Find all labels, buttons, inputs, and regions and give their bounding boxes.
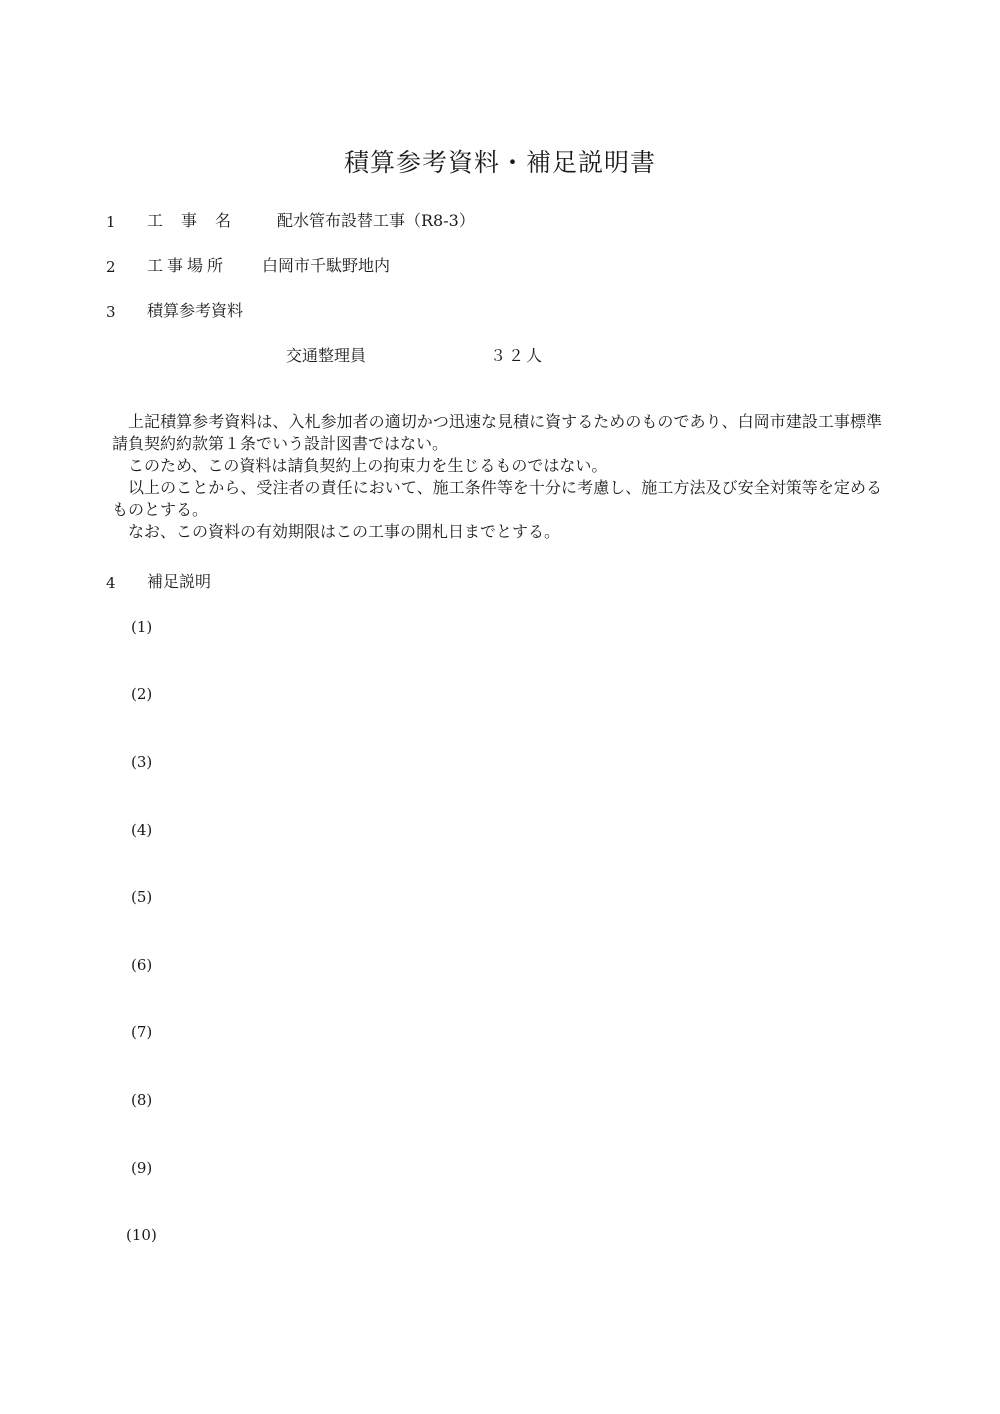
item-3-label: 積算参考資料 [147, 301, 244, 320]
item-3-number: 3 [106, 303, 116, 321]
document-title: 積算参考資料・補足説明書 [343, 148, 656, 177]
item-2-label: 工事場所 [147, 256, 228, 275]
section-4-label: 補足説明 [147, 572, 212, 591]
supplement-item-5: (5) [131, 888, 153, 906]
disclaimer-paragraph-1: 上記積算参考資料は、入札参加者の適切かつ迅速な見積に資するためのものであり、白岡市建設工事標準請負契約約款第１条でいう設計図書ではない。 [112, 412, 882, 453]
disclaimer-paragraph-2: このため、この資料は請負契約上の拘束力を生じるものではない。 [128, 456, 608, 475]
section-4-number: 4 [106, 574, 116, 592]
disclaimer-paragraph-3: 以上のことから、受注者の責任において、施工条件等を十分に考慮し、施工方法及び安全対策等を定めるものとする。 [112, 478, 882, 519]
supplement-item-9: (9) [131, 1159, 153, 1177]
supplement-item-1: (1) [131, 618, 153, 636]
reference-item-quantity: ３２人 [490, 346, 545, 365]
disclaimer-text [112, 411, 882, 543]
reference-item-name: 交通整理員 [286, 346, 367, 365]
item-2-value: 白岡市千駄野地内 [262, 256, 391, 275]
item-1-value: 配水管布設替工事（R8-3） [277, 211, 475, 230]
disclaimer-paragraph-4: なお、この資料の有効期限はこの工事の開札日までとする。 [128, 522, 561, 541]
item-1-label: 工 事 名 [147, 211, 233, 230]
supplement-item-7: (7) [131, 1023, 153, 1041]
supplement-item-10: (10) [126, 1226, 157, 1244]
supplement-item-8: (8) [131, 1091, 153, 1109]
supplement-item-6: (6) [131, 956, 153, 974]
item-2-number: 2 [106, 258, 116, 276]
item-1-number: 1 [106, 213, 116, 231]
supplement-item-2: (2) [131, 685, 153, 703]
supplement-item-4: (4) [131, 821, 153, 839]
supplement-item-3: (3) [131, 753, 153, 771]
